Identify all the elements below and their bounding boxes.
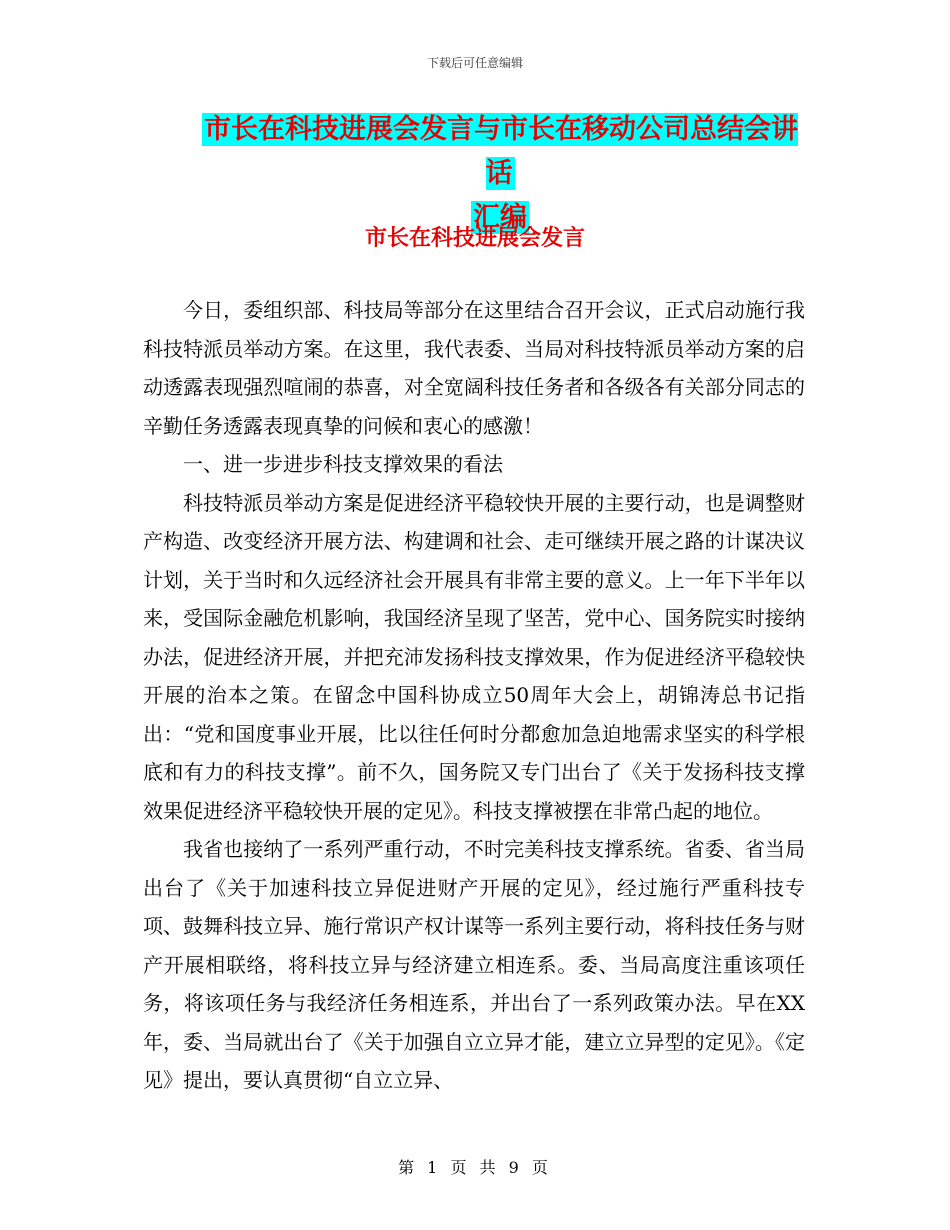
document-body (143, 291, 805, 1100)
section-title: 市长在科技进展会发言 (364, 226, 585, 251)
paragraph-heading: 一、进一步进步科技支撑效果的看法 (183, 452, 503, 476)
paragraph: 我省也接纳了一系列严重行动，不时完美科技支撑系统。省委、省当局出台了《关于加速科技立异促进财产开展的定见》，经过施行严重科技专项、鼓舞科技立异、施行常识产权计谋等一系列主要行动，将科技任务与财产开展相联络，将科技立异与经济建立相连系。委、当局高度注重该项任务，将该项任务与我经济任务相连系，并出台了一系列政策办法。早在XX年，委、当局就出台了《关于加强自立立异才能，建立立异型的定见》。《定见》提出，要认真贯彻“自立立异、 (143, 837, 805, 1092)
title-line-2: 汇编 (473, 202, 527, 233)
paragraph: 科技特派员举动方案是促进经济平稳较快开展的主要行动，也是调整财产构造、改变经济开展方法、构建调和社会、走可继续开展之路的计谋决议计划，关于当时和久远经济社会开展具有非常主要的意义。上一年下半年以来，受国际金融危机影响，我国经济呈现了坚苦，党中心、国务院实时接纳办法，促进经济开展，并把充沛发扬科技支撑效果，作为促进经济平稳较快开展的治本之策。在留念中国科协成立50周年大会上，胡锦涛总书记指出：“党和国度事业开展，比以往任何时分都愈加急迫地需求坚实的科学根底和有力的科技支撑”。前不久，国务院又专门出台了《关于发扬科技支撑效果促进经济平稳较快开展的定见》。科技支撑被摆在非常凸起的地位。 (143, 490, 805, 823)
paragraph: 今日，委组织部、科技局等部分在这里结合召开会议，正式启动施行我科技特派员举动方案。在这里，我代表委、当局对科技特派员举动方案的启动透露表现强烈喧闹的恭喜，对全宽阔科技任务者和各级各有关部分同志的辛勤任务透露表现真挚的问候和衷心的感激！ (143, 298, 805, 438)
page-number: 第 1 页 共 9 页 (398, 1158, 552, 1177)
header-note: 下载后可任意编辑 (426, 56, 523, 70)
title-line-1: 市长在科技进展会发言与市长在移动公司总结会讲话 (204, 114, 798, 189)
